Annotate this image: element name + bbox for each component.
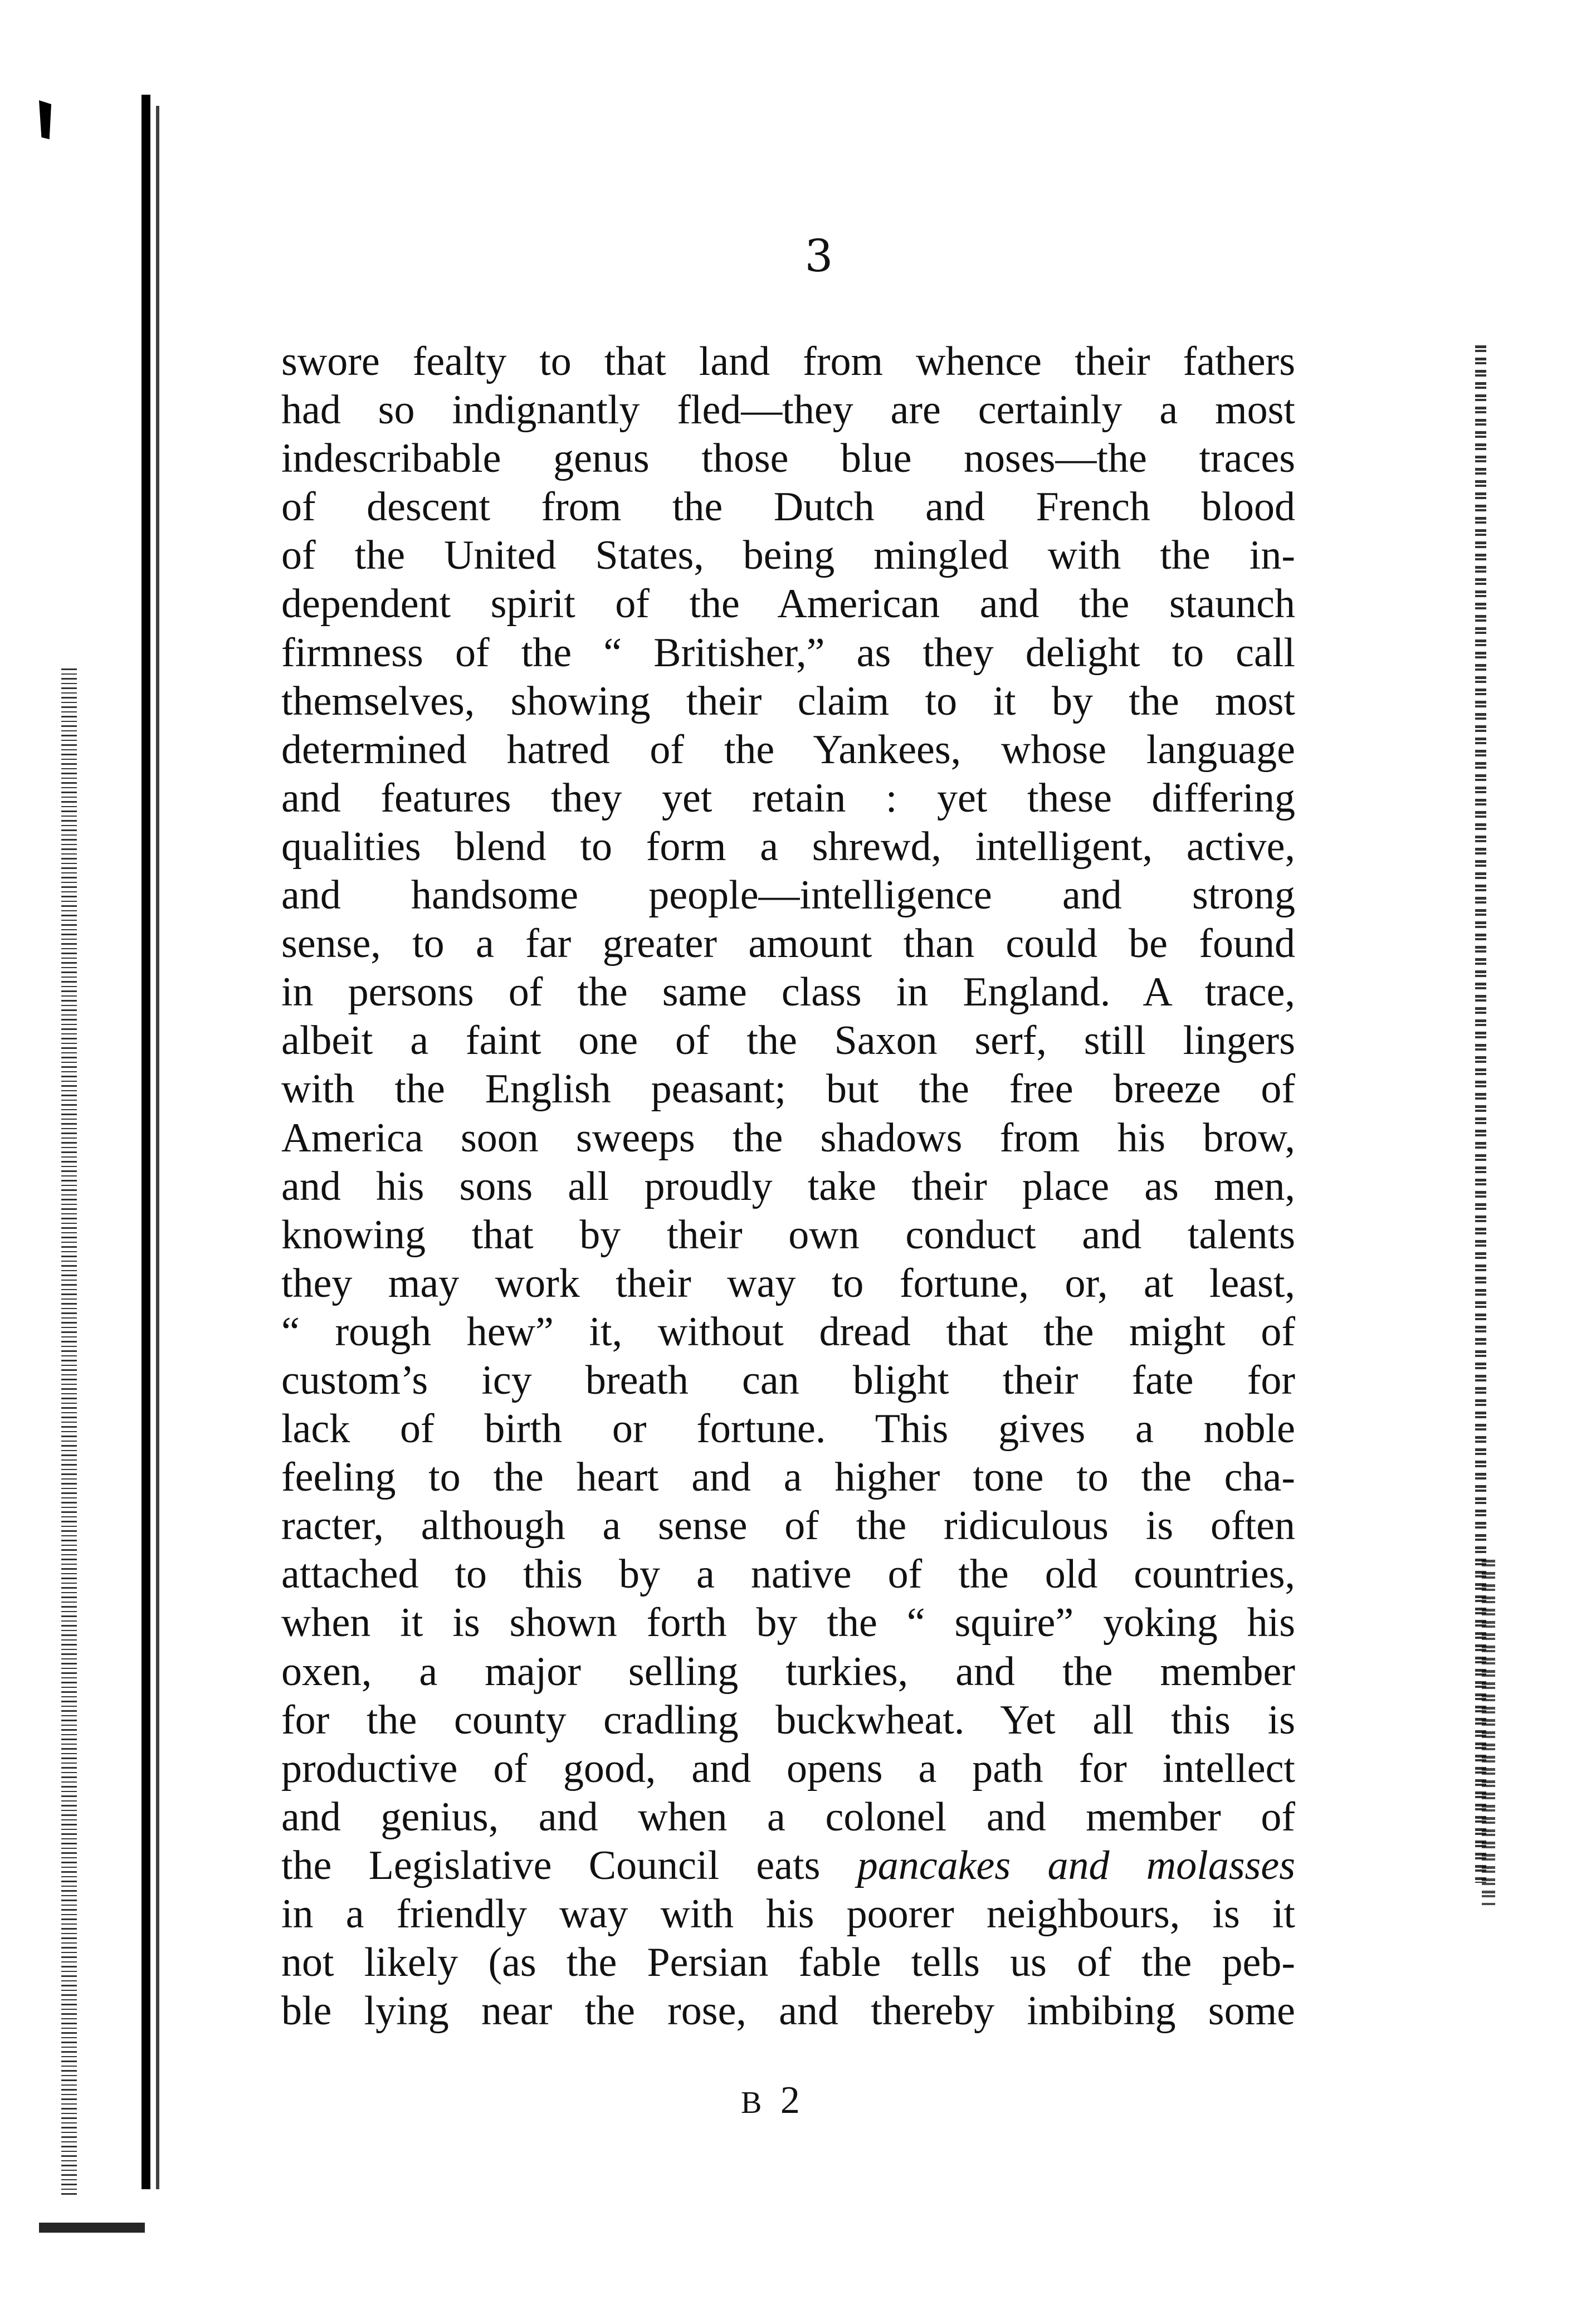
edge-speckle-lower	[1482, 1560, 1495, 1905]
signature-mark	[741, 2081, 804, 2120]
text-line-32-roman: the Legislative Council eats	[281, 1842, 857, 1888]
text-line-2: had so indignantly fled—they are certainly a most	[281, 387, 1295, 433]
binding-speckle	[61, 668, 77, 2195]
text-line-11: qualities blend to form a shrewd, intelligent, active,	[281, 823, 1295, 870]
text-line-6: dependent spirit of the American and the staunch	[281, 581, 1295, 627]
page-number: 3	[804, 230, 833, 282]
text-line-8: themselves, showing their claim to it by the most	[281, 678, 1295, 724]
text-line-35: ble lying near the rose, and thereby imbibing some	[281, 1988, 1295, 2034]
text-line-4: of descent from the Dutch and French blood	[281, 484, 1295, 530]
text-line-20: they may work their way to fortune, or, at least,	[281, 1260, 1295, 1306]
text-line-27: when it is shown forth by the “ squire” yoking his	[281, 1600, 1295, 1646]
text-line-33: in a friendly way with his poorer neighbours, is it	[281, 1891, 1295, 1937]
text-line-34: not likely (as the Persian fable tells us of the peb-	[281, 1940, 1295, 1986]
text-line-30: productive of good, and opens a path for intellect	[281, 1745, 1295, 1791]
text-line-7: firmness of the “ Britisher,” as they delight to call	[281, 629, 1295, 676]
binding-foot-mark	[39, 2223, 145, 2233]
text-line-25: racter, although a sense of the ridiculous is often	[281, 1503, 1295, 1549]
text-line-5: of the United States, being mingled with the in-	[281, 533, 1295, 579]
text-line-9: determined hatred of the Yankees, whose language	[281, 726, 1295, 773]
text-line-19: knowing that by their own conduct and talents	[281, 1212, 1295, 1258]
text-line-32-italic: pancakes and molasses	[857, 1842, 1295, 1888]
text-line-31: and genius, and when a colonel and member of	[281, 1794, 1295, 1840]
text-line-14: in persons of the same class in England. A trace,	[281, 969, 1295, 1016]
text-line-22: custom’s icy breath can blight their fate for	[281, 1357, 1295, 1403]
text-line-29: for the county cradling buckwheat. Yet all this is	[281, 1697, 1295, 1743]
text-line-26: attached to this by a native of the old countries,	[281, 1551, 1295, 1598]
text-line-10: and features they yet retain : yet these differing	[281, 775, 1295, 821]
binding-rule-secondary	[156, 106, 159, 2189]
binding-rule-primary	[141, 95, 150, 2189]
binding-mark	[39, 100, 51, 139]
text-line-15: albeit a faint one of the Saxon serf, still lingers	[281, 1018, 1295, 1064]
text-line-21: “ rough hew” it, without dread that the might of	[281, 1309, 1295, 1355]
text-line-12: and handsome people—intelligence and strong	[281, 872, 1295, 919]
signature-letter: B	[741, 2086, 767, 2120]
text-line-13: sense, to a far greater amount than could be found	[281, 921, 1295, 967]
text-line-17: America soon sweeps the shadows from his brow,	[281, 1115, 1295, 1161]
text-line-32	[281, 1842, 1295, 1890]
text-line-16: with the English peasant; but the free breeze of	[281, 1066, 1295, 1112]
text-line-24: feeling to the heart and a higher tone to the cha-	[281, 1454, 1295, 1501]
text-line-1: swore fealty to that land from whence their fathers	[281, 339, 1295, 384]
text-line-23: lack of birth or fortune. This gives a noble	[281, 1406, 1295, 1452]
text-line-18: and his sons all proudly take their place as men,	[281, 1163, 1295, 1209]
text-line-28: oxen, a major selling turkies, and the member	[281, 1648, 1295, 1695]
body-text	[281, 338, 1295, 2035]
text-line-3: indescribable genus those blue noses—the traces	[281, 436, 1295, 482]
signature-number: 2	[780, 2079, 804, 2122]
